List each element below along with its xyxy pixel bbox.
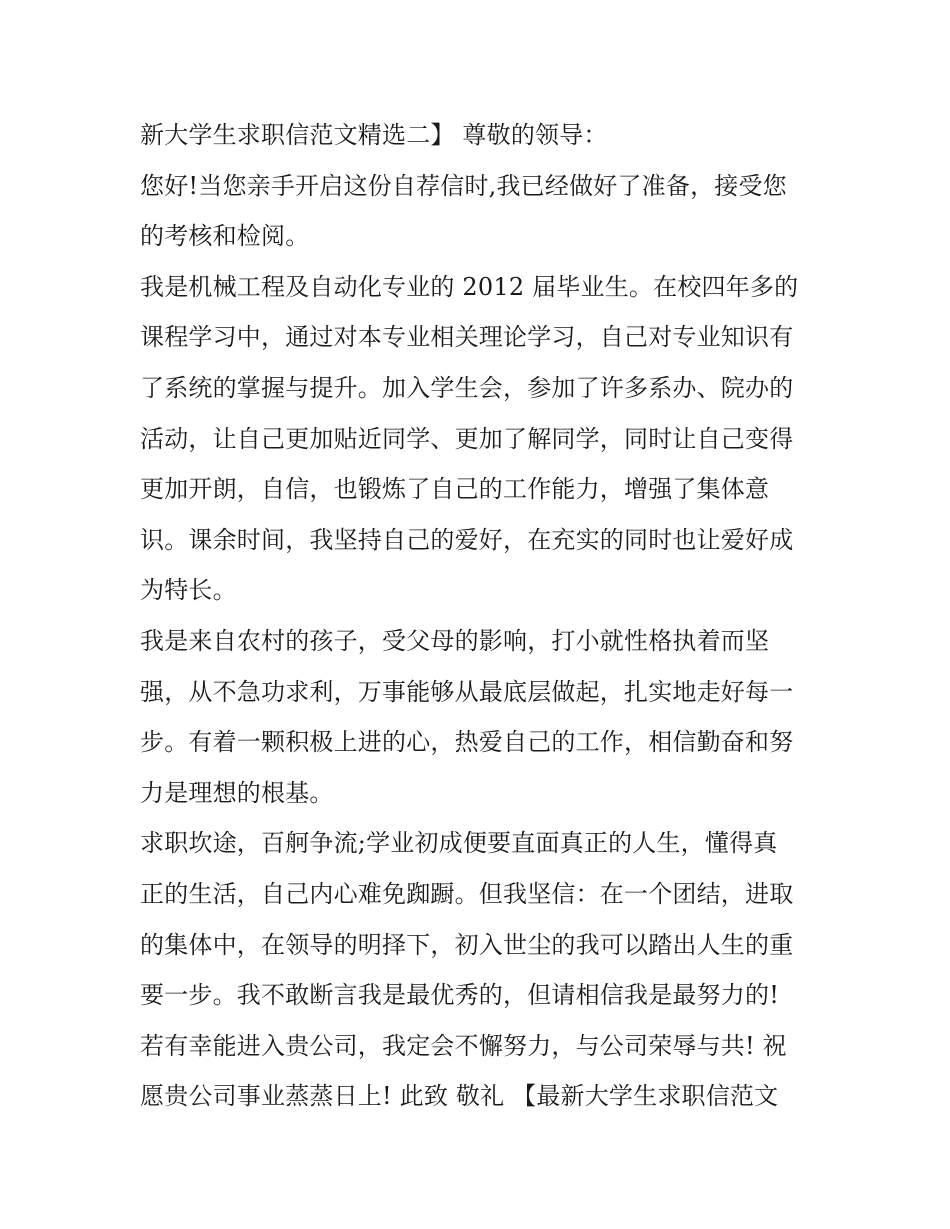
text-line: 新大学生求职信范文精选二】 尊敬的领导：	[140, 121, 608, 149]
text-line: 您好!当您亲手开启这份自荐信时,我已经做好了准备，接受您	[140, 171, 787, 200]
text-line: 我是来自农村的孩子，受父母的影响，打小就性格执着而坚	[140, 626, 770, 655]
letter-body	[140, 110, 820, 1122]
text-line: 的考核和检阅。	[140, 222, 310, 251]
text-line: 要一步。我不敢断言我是最优秀的，但请相信我是最努力的!	[140, 981, 780, 1010]
text-line: 强，从不急功求利，万事能够从最底层做起，扎实地走好每一	[140, 677, 794, 706]
text-line: 的集体中，在领导的明择下，初入世尘的我可以踏出人生的重	[140, 930, 794, 959]
text-line: 了系统的掌握与提升。加入学生会，参加了许多系办、院办的	[140, 373, 794, 402]
text-line: 力是理想的根基。	[140, 778, 334, 807]
text-line: 为特长。	[140, 576, 237, 605]
text-line: 更加开朗，自信，也锻炼了自己的工作能力，增强了集体意	[140, 475, 770, 504]
text-line: 识。课余时间，我坚持自己的爱好，在充实的同时也让爱好成	[140, 525, 794, 554]
text-line: 步。有着一颗积极上进的心，热爱自己的工作，相信勤奋和努	[140, 728, 794, 757]
text-line: 课程学习中，通过对本专业相关理论学习，自己对专业知识有	[140, 323, 794, 352]
text-line: 愿贵公司事业蒸蒸日上! 此致 敬礼 【最新大学生求职信范文	[140, 1082, 779, 1111]
text-line: 活动，让自己更加贴近同学、更加了解同学，同时让自己变得	[140, 424, 794, 453]
text-line: 正的生活，自己内心难免踟蹰。但我坚信：在一个团结，进取	[140, 879, 794, 908]
text-line: 我是机械工程及自动化专业的 2012 届毕业生。在校四年多的	[140, 272, 799, 301]
text-line: 求职坎途，百舸争流;学业初成便要直面真正的人生，懂得真	[140, 829, 778, 858]
text-line: 若有幸能进入贵公司，我定会不懈努力，与公司荣辱与共! 祝	[140, 1031, 787, 1060]
